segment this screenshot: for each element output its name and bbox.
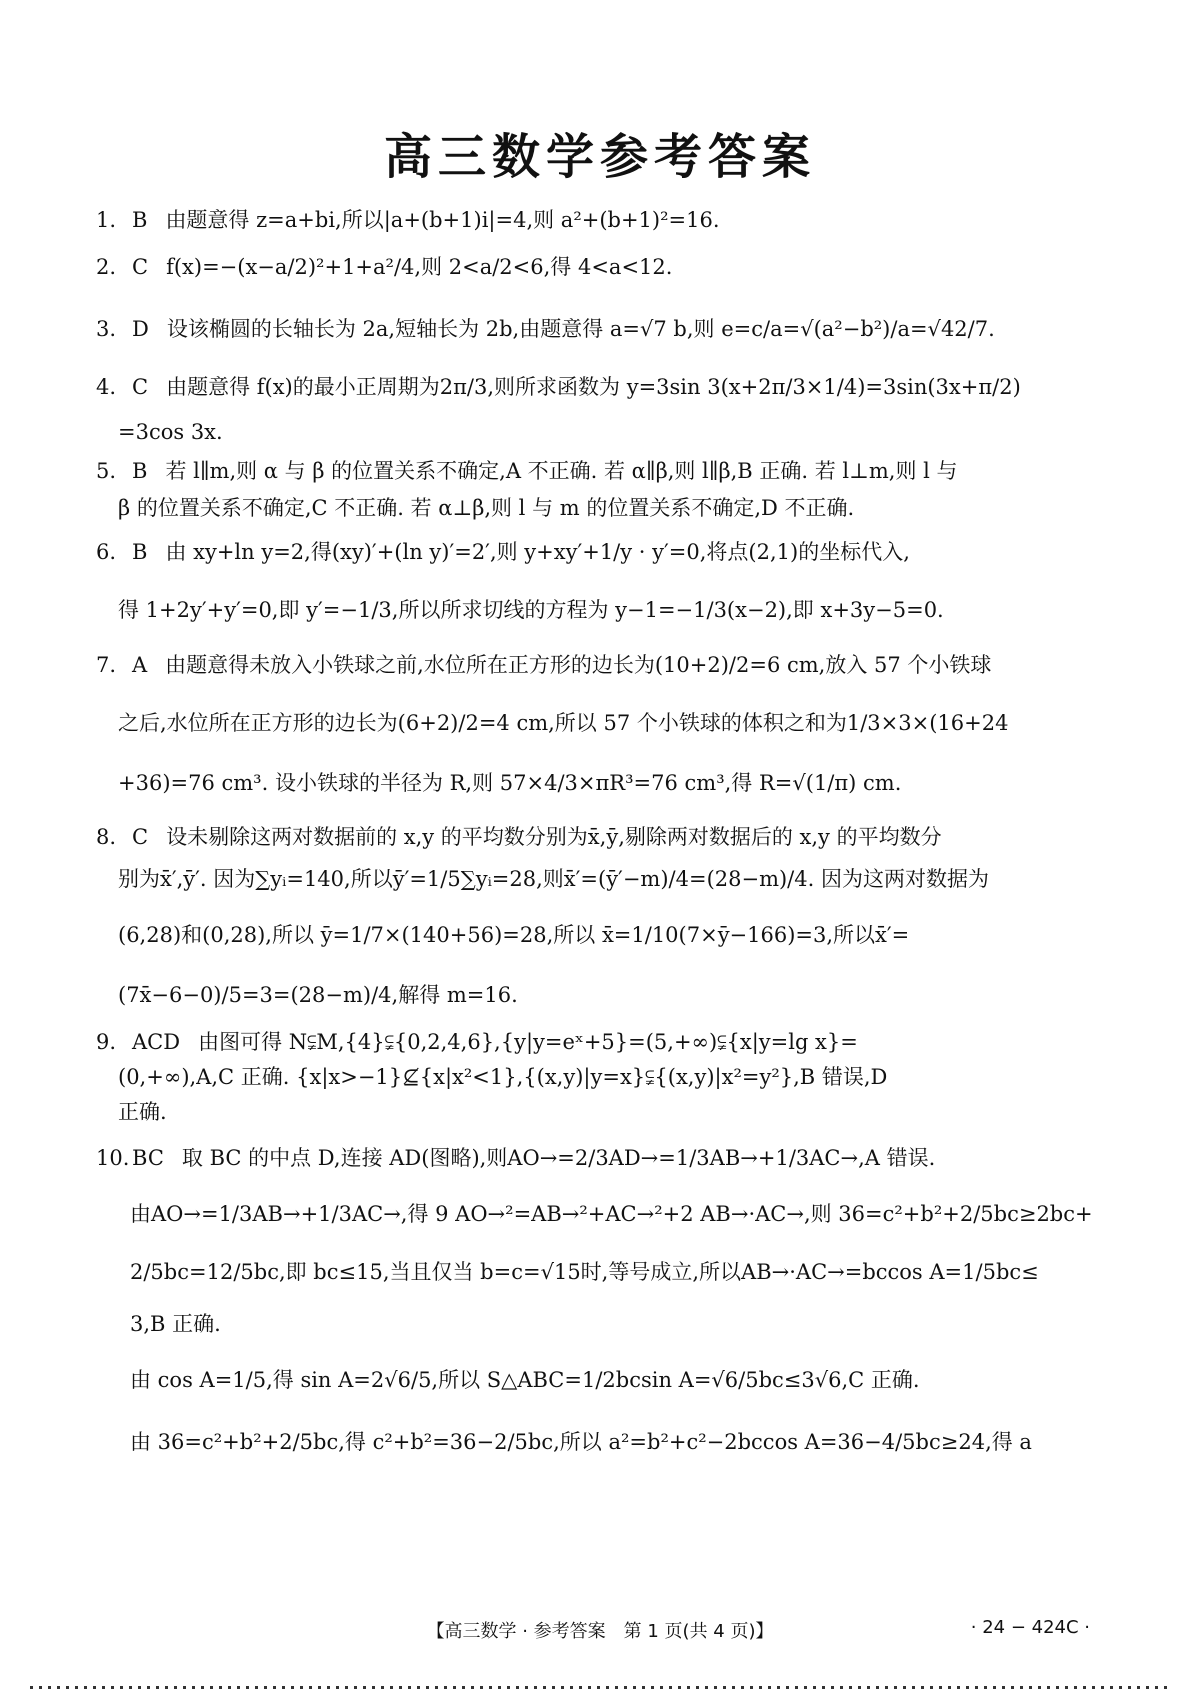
item-text: 设未剔除这两对数据前的 x,y 的平均数分别为x̄,ȳ,剔除两对数据后的 x,y 的平均数分	[166, 825, 942, 849]
item-text: 别为x̄′,ȳ′. 因为∑yᵢ=140,所以ȳ′=1/5∑yᵢ=28,则x̄′=(ȳ′−m)/4=(28−m)/4. 因为这两对数据为	[118, 867, 989, 891]
scan-edge-dots	[30, 1686, 1170, 1689]
item-answer: C	[132, 255, 149, 279]
item-text: (0,+∞),A,C 正确. {x|x>−1}⊈{x|x²<1},{(x,y)|y=x}⫋{(x,y)|x²=y²},B 错误,D	[118, 1065, 888, 1089]
page-title: 高三数学参考答案	[383, 129, 816, 185]
item-text: +36)=76 cm³. 设小铁球的半径为 R,则 57×4/3×πR³=76 cm³,得 R=√(1/π) cm.	[118, 771, 902, 795]
answer-item-8	[96, 822, 1096, 1012]
item-text: 由题意得未放入小铁球之前,水位所在正方形的边长为(10+2)/2=6 cm,放入 57 个小铁球	[165, 653, 992, 677]
item-number: 2.	[96, 255, 117, 279]
item-text: 由图可得 N⫋M,{4}⫋{0,2,4,6},{y|y=eˣ+5}=(5,+∞)⫋{x|y=lg x}=	[198, 1030, 858, 1054]
item-number: 5.	[96, 459, 117, 483]
item-text: 之后,水位所在正方形的边长为(6+2)/2=4 cm,所以 57 个小铁球的体积之和为1/3×3×(16+24	[118, 711, 1009, 735]
answer-item-3	[96, 314, 1096, 346]
answer-item-6	[96, 537, 1096, 637]
item-text: 由 36=c²+b²+2/5bc,得 c²+b²=36−2/5bc,所以 a²=b²+c²−2bccos A=36−4/5bc≥24,得 a	[130, 1430, 1032, 1454]
answer-item-4	[96, 372, 1096, 452]
item-text: 若 l∥m,则 α 与 β 的位置关系不确定,A 不正确. 若 α∥β,则 l∥β,B 正确. 若 l⊥m,则 l 与	[165, 459, 958, 483]
item-answer: C	[132, 375, 149, 399]
item-text: 正确.	[118, 1100, 167, 1124]
footer-page-info: 【高三数学 · 参考答案 第 1 页(共 4 页)】	[426, 1621, 774, 1642]
item-number: 9.	[96, 1030, 117, 1054]
item-number: 3.	[96, 317, 117, 341]
item-text: 得 1+2y′+y′=0,即 y′=−1/3,所以所求切线的方程为 y−1=−1/3(x−2),即 x+3y−5=0.	[118, 598, 944, 622]
item-text: 由AO→=1/3AB→+1/3AC→,得 9 AO→²=AB→²+AC→²+2 AB→·AC→,则 36=c²+b²+2/5bc≥2bc+	[130, 1202, 1093, 1226]
item-answer: A	[132, 653, 148, 677]
item-answer: B	[132, 208, 148, 232]
item-text: 由题意得 z=a+bi,所以|a+(b+1)i|=4,则 a²+(b+1)²=16.	[165, 208, 720, 232]
item-text: 2/5bc=12/5bc,即 bc≤15,当且仅当 b=c=√15时,等号成立,所以AB→·AC→=bccos A=1/5bc≤	[130, 1260, 1039, 1284]
answer-item-10	[96, 1143, 1096, 1483]
item-text: 由 cos A=1/5,得 sin A=2√6/5,所以 S△ABC=1/2bcsin A=√6/5bc≤3√6,C 正确.	[130, 1368, 920, 1392]
item-text: β 的位置关系不确定,C 不正确. 若 α⊥β,则 l 与 m 的位置关系不确定,D 不正确.	[118, 496, 855, 520]
item-number: 10.	[96, 1146, 130, 1170]
item-answer: B	[132, 459, 148, 483]
item-answer: D	[132, 317, 149, 341]
item-number: 7.	[96, 653, 117, 677]
item-answer: C	[132, 825, 149, 849]
item-text: 取 BC 的中点 D,连接 AD(图略),则AO→=2/3AD→=1/3AB→+1/3AC→,A 错误.	[181, 1146, 936, 1170]
item-text: f(x)=−(x−a/2)²+1+a²/4,则 2<a/2<6,得 4<a<12.	[166, 255, 673, 279]
footer-code: · 24 − 424C ·	[970, 1617, 1090, 1638]
item-answer: B	[132, 540, 148, 564]
item-answer: BC	[132, 1146, 164, 1170]
answer-item-7	[96, 650, 1096, 800]
item-answer: ACD	[132, 1030, 181, 1054]
item-text: (6,28)和(0,28),所以 ȳ=1/7×(140+56)=28,所以 x̄=1/10(7×ȳ−166)=3,所以x̄′=	[118, 923, 910, 947]
item-number: 8.	[96, 825, 117, 849]
item-text: 由题意得 f(x)的最小正周期为2π/3,则所求函数为 y=3sin 3(x+2π/3×1/4)=3sin(3x+π/2)	[166, 375, 1021, 399]
item-text: =3cos 3x.	[118, 420, 223, 444]
answer-item-9	[96, 1027, 1096, 1127]
answer-item-1	[96, 205, 1096, 237]
item-text: 由 xy+ln y=2,得(xy)′+(ln y)′=2′,则 y+xy′+1/y · y′=0,将点(2,1)的坐标代入,	[165, 540, 910, 564]
answer-item-5	[96, 456, 1096, 536]
item-text: 3,B 正确.	[130, 1312, 221, 1336]
answer-item-2	[96, 252, 1096, 284]
item-text: 设该椭圆的长轴长为 2a,短轴长为 2b,由题意得 a=√7 b,则 e=c/a=√(a²−b²)/a=√42/7.	[166, 317, 995, 341]
item-number: 4.	[96, 375, 117, 399]
item-text: (7x̄−6−0)/5=3=(28−m)/4,解得 m=16.	[118, 983, 518, 1007]
item-number: 6.	[96, 540, 117, 564]
item-number: 1.	[96, 208, 117, 232]
